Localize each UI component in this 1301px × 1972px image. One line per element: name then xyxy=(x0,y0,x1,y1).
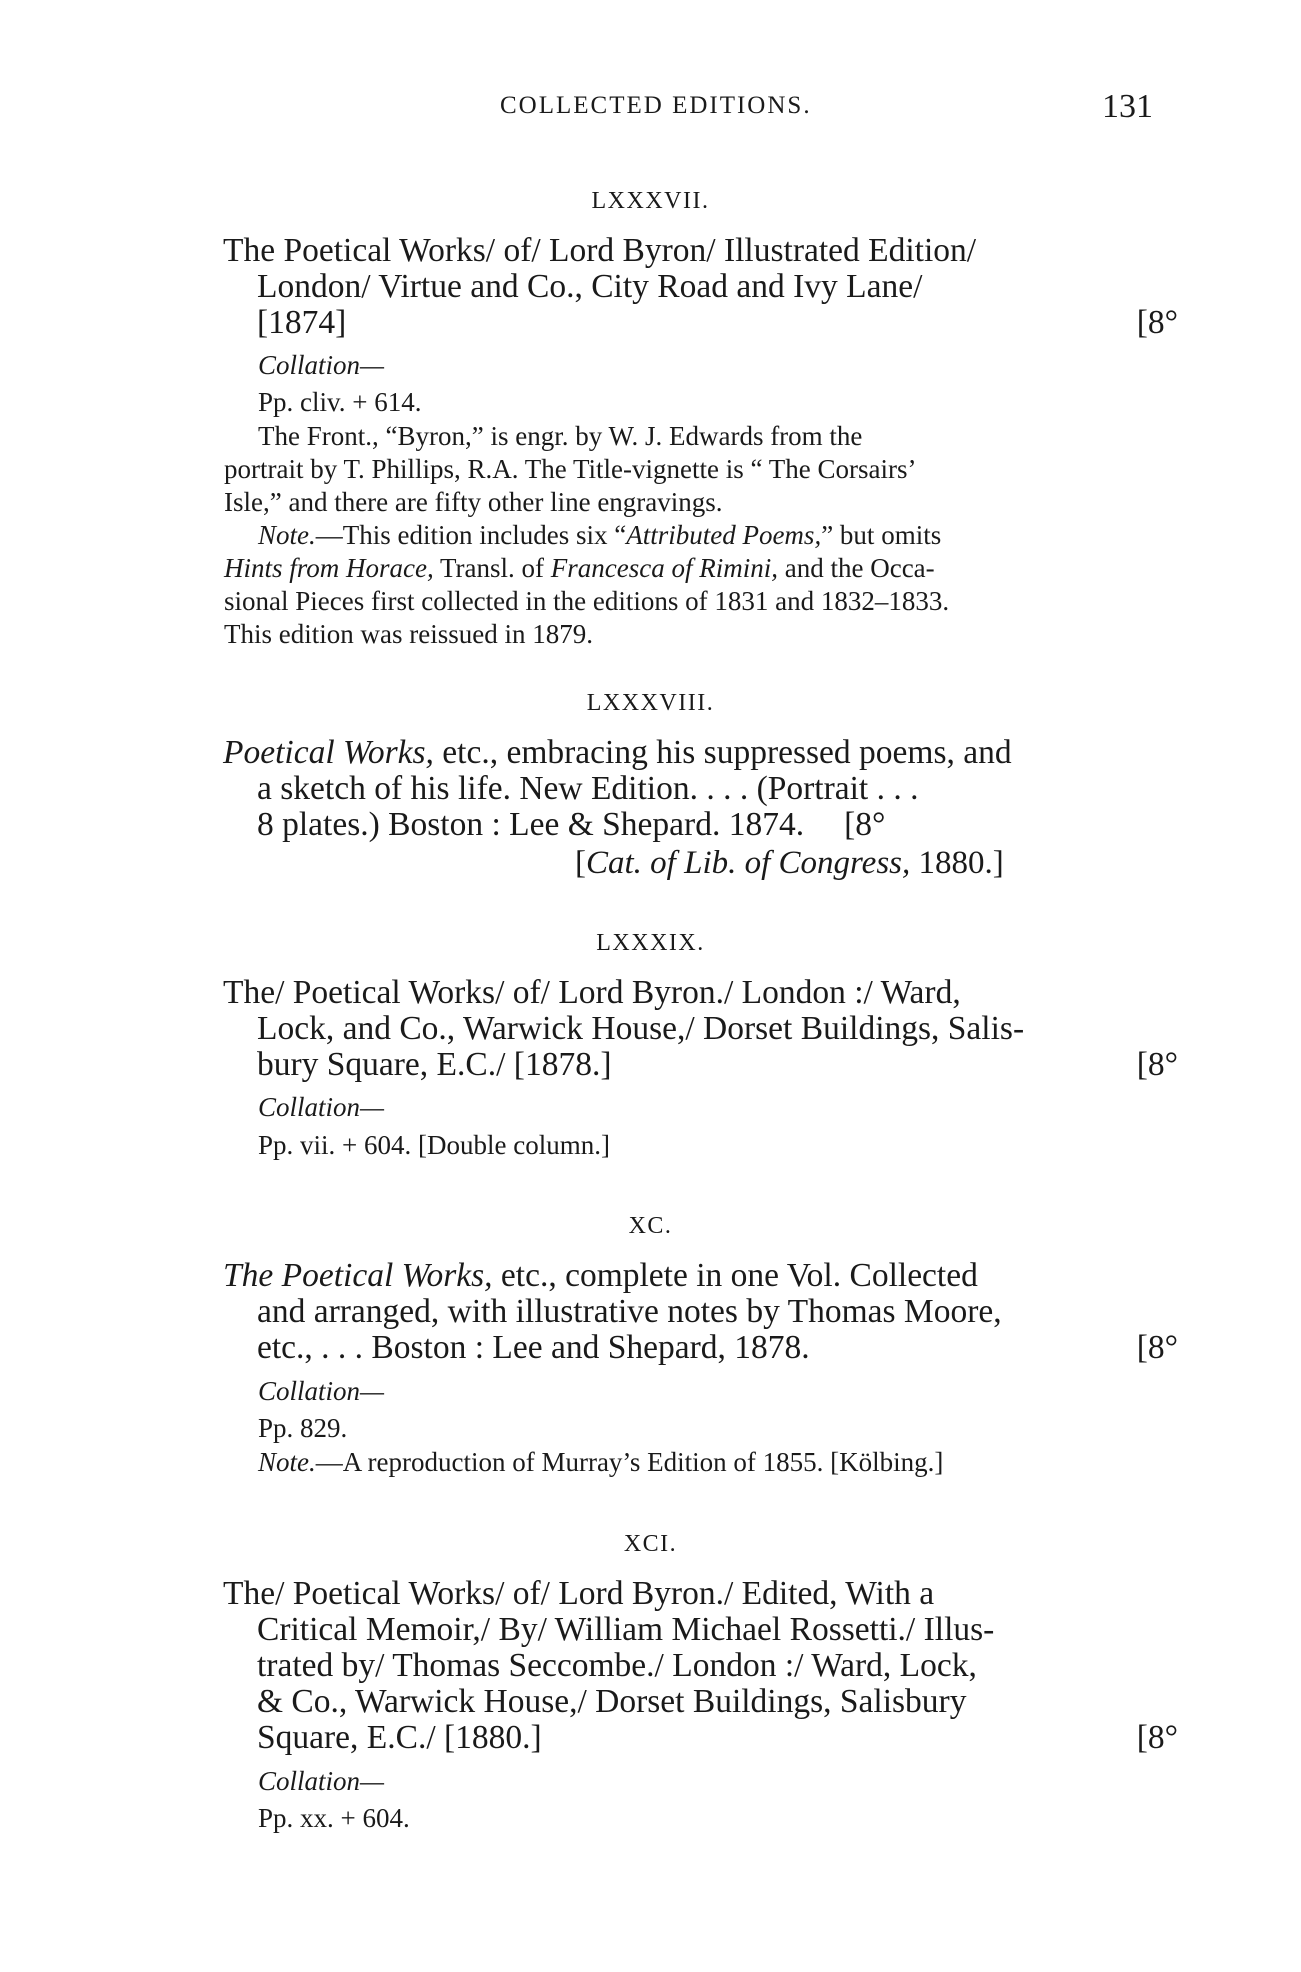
collation-label: Collation— xyxy=(258,1092,385,1122)
format-size: [8° xyxy=(1136,1719,1178,1756)
note-line: Note.—This edition includes six “Attributed Poems,” but omits xyxy=(258,520,942,550)
note-label: Note. xyxy=(258,1447,316,1477)
collation-label: Collation— xyxy=(258,1766,385,1796)
collation-label: Collation— xyxy=(258,350,385,380)
entry-number: LXXXVII. xyxy=(591,188,710,214)
title-line: The/ Poetical Works/ of/ Lord Byron./ London :/ Ward, xyxy=(223,974,961,1011)
format-size: [8° xyxy=(1136,1329,1178,1366)
entry-title xyxy=(223,975,1178,1083)
title-line: Critical Memoir,/ By/ William Michael Rossetti./ Illus- xyxy=(257,1611,995,1648)
note-line: Hints from Horace, Transl. of Francesca of Rimini, and the Occa- xyxy=(224,553,935,583)
title-line: Poetical Works, etc., embracing his suppressed poems, and xyxy=(223,734,1012,771)
title-line xyxy=(223,305,1178,341)
title-line: Square, E.C./ [1880.] [8° xyxy=(257,1719,1178,1756)
title-line: & Co., Warwick House,/ Dorset Buildings, Salisbury xyxy=(257,1683,967,1720)
format-size: [8° xyxy=(1136,304,1178,341)
title-line: 8 plates.) Boston : Lee & Shepard. 1874. [8° xyxy=(257,806,886,843)
detail-line: portrait by T. Phillips, R.A. The Title-vignette is “ The Corsairs’ xyxy=(224,454,917,484)
title-line: The Poetical Works, etc., complete in one Vol. Collected xyxy=(223,1257,978,1294)
title-line: and arranged, with illustrative notes by Thomas Moore, xyxy=(257,1293,1002,1330)
collation-pages: Pp. vii. + 604. [Double column.] xyxy=(258,1130,610,1160)
detail-line: The Front., “Byron,” is engr. by W. J. Edwards from the xyxy=(258,421,863,451)
entry-title xyxy=(223,1576,1178,1756)
entry-number: LXXXIX. xyxy=(596,930,705,956)
entry-title xyxy=(223,1258,1178,1366)
detail-line: Isle,” and there are fifty other line engravings. xyxy=(224,487,723,517)
entry-number: XCI. xyxy=(623,1531,678,1557)
collation-pages: Pp. xx. + 604. xyxy=(258,1803,410,1833)
title-line: The Poetical Works/ of/ Lord Byron/ Illustrated Edition/ xyxy=(223,232,977,269)
note-label: Note. xyxy=(258,520,316,550)
entry-number: XC. xyxy=(628,1213,673,1239)
note-line: sional Pieces first collected in the editions of 1831 and 1832–1833. xyxy=(224,586,950,616)
entry-note xyxy=(224,519,1178,651)
format-size: [8° xyxy=(1136,1046,1178,1083)
title-line: etc., . . . Boston : Lee and Shepard, 1878. [8° xyxy=(257,1329,1178,1366)
title-line: London/ Virtue and Co., City Road and Ivy Lane/ xyxy=(257,268,923,305)
page-number: 131 xyxy=(1102,88,1153,125)
title-line: The/ Poetical Works/ of/ Lord Byron./ Edited, With a xyxy=(223,1575,935,1612)
title-italic: The Poetical Works, xyxy=(223,1257,493,1294)
note-line: This edition was reissued in 1879. xyxy=(224,619,593,649)
collation-pages: Pp. cliv. + 614. xyxy=(258,387,422,417)
title-line: bury Square, E.C./ [1878.] [8° xyxy=(257,1046,1178,1083)
title-date: [1874] xyxy=(257,304,347,341)
format-size: [8° xyxy=(844,806,886,843)
catalog-source: [Cat. of Lib. of Congress, 1880.] xyxy=(575,845,1004,881)
collation-label: Collation— xyxy=(258,1376,385,1406)
entry-title xyxy=(223,735,1178,843)
entry-title xyxy=(223,233,1178,341)
entry-number: LXXXVIII. xyxy=(586,690,715,716)
title-line: trated by/ Thomas Seccombe./ London :/ Ward, Lock, xyxy=(257,1647,977,1684)
title-line: Lock, and Co., Warwick House,/ Dorset Buildings, Salis- xyxy=(257,1010,1025,1047)
title-line: a sketch of his life. New Edition. . . . (Portrait . . . xyxy=(257,770,919,807)
title-italic: Poetical Works, xyxy=(223,734,434,771)
running-header: COLLECTED EDITIONS. xyxy=(500,92,812,119)
entry-note: Note.—A reproduction of Murray’s Edition of 1855. [Kölbing.] xyxy=(258,1447,944,1477)
collation-pages: Pp. 829. xyxy=(258,1413,348,1443)
entry-details xyxy=(224,420,1178,519)
